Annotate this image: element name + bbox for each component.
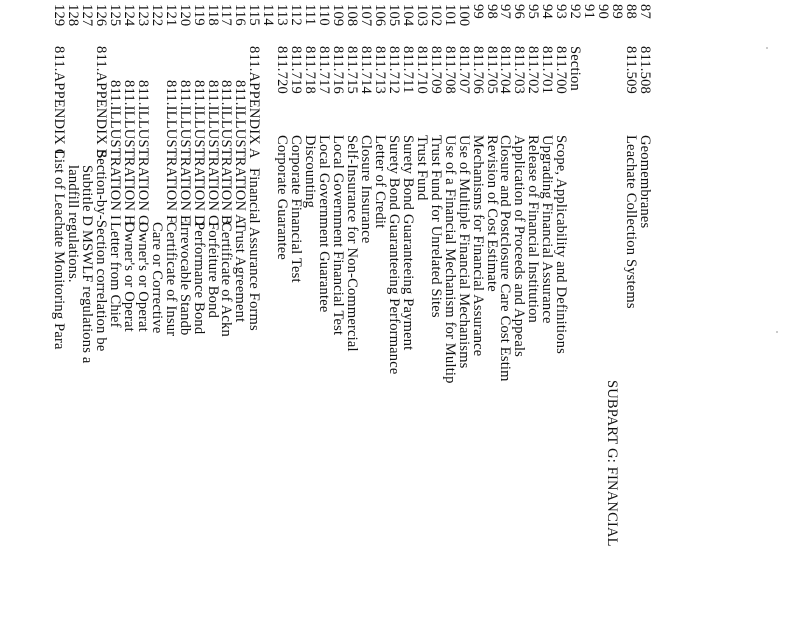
- line-number: 94: [539, 4, 556, 19]
- section-title: Discounting: [302, 135, 319, 209]
- section-id: 811.715: [344, 46, 361, 94]
- section-title: Trust Fund: [413, 135, 430, 201]
- section-title: Release of Financial Institution: [525, 135, 542, 324]
- section-id: 811.707: [455, 46, 472, 94]
- section-title: Corporate Guarantee: [274, 135, 291, 260]
- section-id: 811.712: [385, 46, 402, 94]
- line-number: 108: [344, 4, 361, 27]
- section-title: Care or Corrective: [148, 222, 165, 334]
- line-number: 97: [497, 4, 514, 19]
- section-title: Use of Multiple Financial Mechanisms: [455, 135, 472, 369]
- line-number: 90: [595, 4, 612, 19]
- section-id: 811.718: [302, 46, 319, 94]
- section-id: 811.APPENDIX A: [246, 46, 263, 159]
- section-id: 811.711: [399, 46, 416, 94]
- section-id: 811.ILLUSTRATION E: [176, 80, 193, 225]
- line-number: 129: [51, 4, 68, 27]
- section-id: 811.720: [274, 46, 291, 94]
- section-title: List of Leachate Monitoring Para: [51, 150, 68, 350]
- section-id: 811.APPENDIX B: [92, 46, 109, 159]
- line-number: 99: [469, 4, 486, 19]
- section-id: 811.ILLUSTRATION B: [218, 80, 235, 225]
- section-title: Trust Fund for Unrelated Sites: [427, 135, 444, 318]
- section-id: 811.703: [511, 46, 528, 94]
- section-title: Scope, Applicability and Definitions: [553, 135, 570, 355]
- section-id: 811.ILLUSTRATION I: [106, 80, 123, 220]
- section-title: Owner's or Operat: [134, 222, 151, 332]
- section-id: 811.716: [330, 46, 347, 94]
- section-title: Use of a Financial Mechanism for Multip: [441, 135, 458, 384]
- line-number: 110: [316, 4, 333, 26]
- section-id: 811.ILLUSTRATION D: [190, 80, 207, 226]
- section-title: Local Government Financial Test: [330, 135, 347, 336]
- section-title: Irrevocable Standb: [176, 222, 193, 336]
- section-id: 811.710: [413, 46, 430, 94]
- section-title: Letter of Credit: [371, 135, 388, 229]
- section-id: 811.704: [497, 46, 514, 94]
- section-title: Surety Bond Guaranteeing Performance: [385, 135, 402, 375]
- line-number: 112: [288, 4, 305, 26]
- section-id: 811.708: [441, 46, 458, 94]
- line-number: 100: [455, 4, 472, 27]
- line-number: 109: [330, 4, 347, 27]
- line-number: 120: [176, 4, 193, 27]
- section-title: landfill regulations.: [65, 165, 82, 283]
- line-number: 119: [190, 4, 207, 26]
- line-number: 127: [79, 4, 95, 27]
- line-number: 103: [413, 4, 430, 27]
- section-id: 811.ILLUSTRATION C: [204, 80, 221, 225]
- section-id: 811.717: [316, 46, 333, 94]
- section-id: 811.ILLUSTRATION A: [232, 80, 249, 225]
- line-number: 88: [623, 4, 640, 19]
- line-number: 87: [637, 4, 653, 19]
- line-number: 114: [260, 4, 277, 26]
- line-number: 122: [148, 4, 165, 27]
- section-title: Section-by-Section correlation be: [92, 150, 109, 352]
- section-title: Closure Insurance: [358, 135, 374, 244]
- line-number: 111: [302, 4, 319, 26]
- line-number: 105: [385, 4, 402, 27]
- section-id: 811.509: [623, 46, 640, 94]
- section-id: Section: [567, 46, 584, 91]
- line-number: 128: [65, 4, 82, 27]
- line-number: 92: [567, 4, 584, 19]
- line-number: 117: [218, 4, 235, 26]
- subpart-heading: SUBPART G: FINANCIAL: [604, 380, 621, 547]
- line-number: 115: [246, 4, 263, 26]
- line-number: 98: [483, 4, 500, 19]
- line-number: 107: [358, 4, 374, 27]
- line-number: 91: [581, 4, 598, 19]
- section-id: 811.719: [288, 46, 305, 94]
- section-title: Geomembranes: [637, 135, 653, 229]
- line-number: 124: [120, 4, 137, 27]
- section-title: Self-Insurance for Non-Commercial: [344, 135, 361, 352]
- section-id: 811.ILLUSTRATION F: [162, 80, 179, 224]
- section-title: Owner's or Operat: [120, 222, 137, 332]
- section-title: Mechanisms for Financial Assurance: [469, 135, 486, 357]
- section-id: 811.702: [525, 46, 542, 94]
- section-id: 811.713: [371, 46, 388, 94]
- line-number: 93: [553, 4, 570, 19]
- section-title: Certificate of Ackn: [218, 222, 235, 337]
- section-id: 811.APPENDIX C: [51, 46, 68, 159]
- section-title: Letter from Chief: [106, 222, 123, 328]
- line-number: 104: [399, 4, 416, 27]
- section-title: Revision of Cost Estimate: [483, 135, 500, 292]
- section-title: Trust Agreement: [232, 222, 249, 323]
- section-id: 811.709: [427, 46, 444, 94]
- section-title: Surety Bond Guaranteeing Payment: [399, 135, 416, 351]
- section-title: Application of Proceeds and Appeals: [511, 135, 528, 358]
- section-id: 811.508: [637, 46, 653, 94]
- line-number: 101: [441, 4, 458, 27]
- section-id: 811.701: [539, 46, 556, 94]
- section-title: Corporate Financial Test: [288, 135, 305, 283]
- line-number: 116: [232, 4, 249, 26]
- section-id: 811.706: [469, 46, 486, 94]
- section-id: 811.ILLUSTRATION G: [134, 80, 151, 226]
- section-id: 811.714: [358, 46, 374, 94]
- line-number: 113: [274, 4, 291, 26]
- section-title: Financial Assurance Forms: [246, 168, 263, 331]
- section-title: Certificate of Insur: [162, 222, 179, 337]
- section-title: Upgrading Financial Assurance: [539, 135, 556, 324]
- section-title: Local Government Guarantee: [316, 135, 333, 313]
- section-title: Performance Bond: [190, 222, 207, 335]
- section-id: 811.700: [553, 46, 570, 94]
- line-number: 118: [204, 4, 221, 26]
- line-number: 96: [511, 4, 528, 19]
- line-number: 126: [92, 4, 109, 27]
- section-title: Leachate Collection Systems: [623, 135, 640, 309]
- section-id: 811.705: [483, 46, 500, 94]
- line-number: 89: [609, 4, 626, 19]
- line-number: 125: [106, 4, 123, 27]
- section-title: Closure and Postclosure Care Cost Estim: [497, 135, 514, 382]
- section-id: 811.ILLUSTRATION H: [120, 80, 137, 226]
- line-number: 102: [427, 4, 444, 27]
- section-title: Forfeiture Bond: [204, 222, 221, 319]
- line-number: 121: [162, 4, 179, 27]
- line-number: 106: [371, 4, 388, 27]
- section-title: Subtitle D MSWLF regulations a: [79, 165, 95, 364]
- line-number: 123: [134, 4, 151, 27]
- line-number: 95: [525, 4, 542, 19]
